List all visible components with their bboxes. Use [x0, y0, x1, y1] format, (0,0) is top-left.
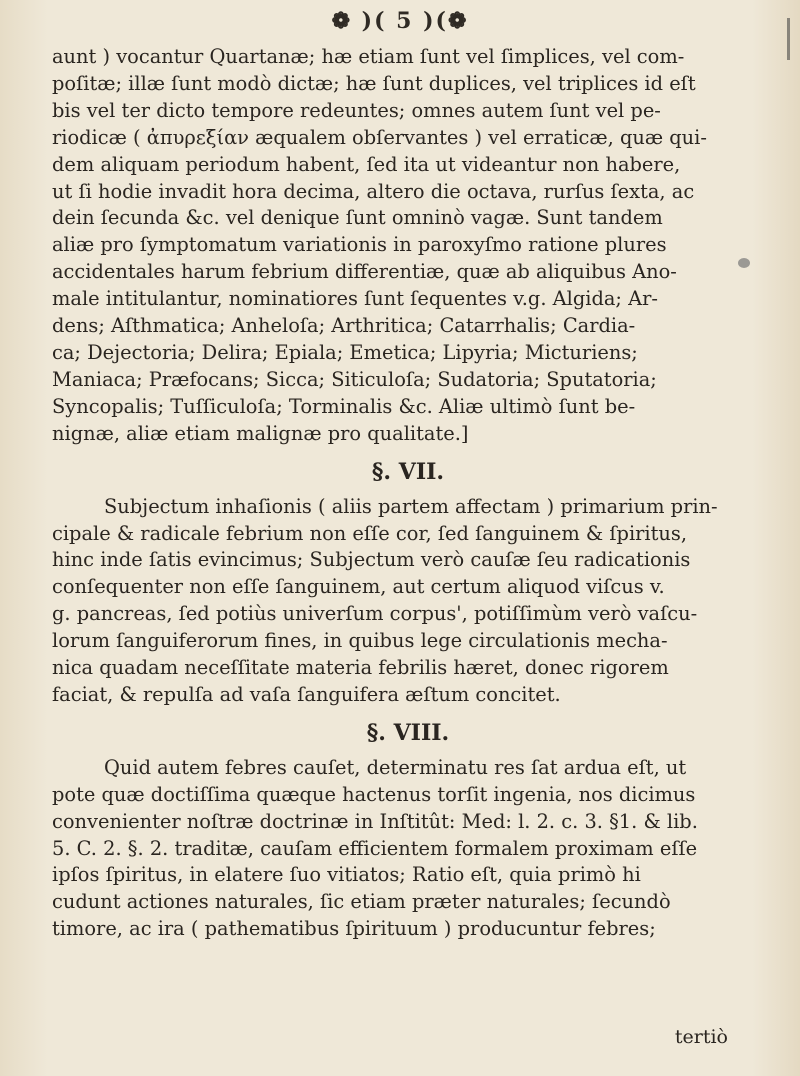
text-line: Subjectum inhaſionis ( aliis partem affectam ) primarium prin-: [104, 494, 718, 518]
text-line: ipſos ſpiritus, in elatere ſuo vitiatos; Ratio eſt, quia primò hi: [52, 863, 641, 887]
text-line: aliæ pro ſymptomatum variationis in paroxyſmo ratione plures: [52, 233, 667, 257]
text-line: convenienter noſtræ doctrinæ in Inſtitût: Med: l. 2. c. 3. §1. & lib.: [52, 809, 698, 833]
text-line: pote quæ doctiſſima quæque hactenus torſit ingenia, nos dicimus: [52, 782, 696, 806]
main-text: [52, 44, 764, 943]
text-line: lorum ſanguiferorum fines, in quibus lege circulationis mecha-: [52, 629, 668, 653]
section-heading-vii: §. VII.: [371, 458, 445, 485]
text-line: ut ſi hodie invadit hora decima, altero die octava, rurſus ſexta, ac: [52, 179, 695, 203]
text-line: riodicæ ( ἀπυρεξίαν æqualem obſervantes ) vel erraticæ, quæ qui-: [52, 125, 707, 149]
section-heading-viii: §. VIII.: [366, 719, 450, 746]
text-line: Maniaca; Præfocans; Sicca; Siticuloſa; Sudatoria; Sputatoria;: [52, 367, 657, 391]
text-line: 5. C. 2. §. 2. traditæ, cauſam efficientem formalem proximam eſſe: [52, 836, 698, 860]
text-line: timore, ac ira ( pathematibus ſpirituum ) producuntur febres;: [52, 917, 656, 941]
text-line: poſitæ; illæ ſunt modò dictæ; hæ ſunt duplices, vel triplices id eſt: [52, 71, 696, 95]
text-line: faciat, & repulſa ad vaſa ſanguifera æſtum concitet.: [52, 682, 561, 706]
text-line: accidentales harum febrium differentiæ, quæ ab aliquibus Ano-: [52, 260, 677, 284]
paragraph-section-viii: [52, 755, 764, 943]
text-line: g. pancreas, ſed potiùs univerſum corpus', potiſſimùm verò vaſcu-: [52, 602, 698, 626]
paragraph-section-vii: [52, 494, 764, 709]
text-line: conſequenter non eſſe ſanguinem, aut certum aliquod viſcus v.: [52, 575, 665, 599]
text-line: dein ſecunda &c. vel denique ſunt omninò vagæ. Sunt tandem: [52, 206, 663, 230]
catchword: tertiò: [674, 1026, 728, 1048]
text-line: nica quadam neceſſitate materia febrilis hæret, donec rigorem: [52, 656, 669, 680]
text-line: nignæ, aliæ etiam malignæ pro qualitate.]: [52, 421, 469, 445]
page-header: ❁ )( 5 )(❁: [331, 8, 469, 34]
text-line: dem aliquam periodum habent, ſed ita ut videantur non habere,: [52, 152, 681, 176]
text-line: dens; Aſthmatica; Anheloſa; Arthritica; Catarrhalis; Cardia-: [52, 314, 636, 338]
text-line: Quid autem febres cauſet, determinatu res ſat ardua eſt, ut: [104, 755, 687, 779]
text-line: cudunt actiones naturales, ſic etiam præter naturales; ſecundò: [52, 890, 671, 914]
text-line: aunt ) vocantur Quartanæ; hæ etiam ſunt vel ſimplices, vel com-: [52, 45, 685, 68]
text-line: male intitulantur, nominatiores ſunt ſequentes v.g. Algida; Ar-: [52, 287, 658, 311]
text-line: ca; Dejectoria; Delira; Epiala; Emetica; Lipyria; Micturiens;: [52, 340, 638, 364]
text-line: cipale & radicale febrium non eſſe cor, ſed ſanguinem & ſpiritus,: [52, 521, 688, 545]
text-line: bis vel ter dicto tempore redeuntes; omnes autem ſunt vel pe-: [52, 98, 661, 122]
text-line: Syncopalis; Tuſſiculoſa; Torminalis &c. Aliæ ultimò ſunt be-: [52, 394, 636, 418]
paragraph-differentiae: [52, 44, 764, 448]
text-line: hinc inde ſatis evincimus; Subjectum verò cauſæ ſeu radicationis: [52, 548, 691, 572]
